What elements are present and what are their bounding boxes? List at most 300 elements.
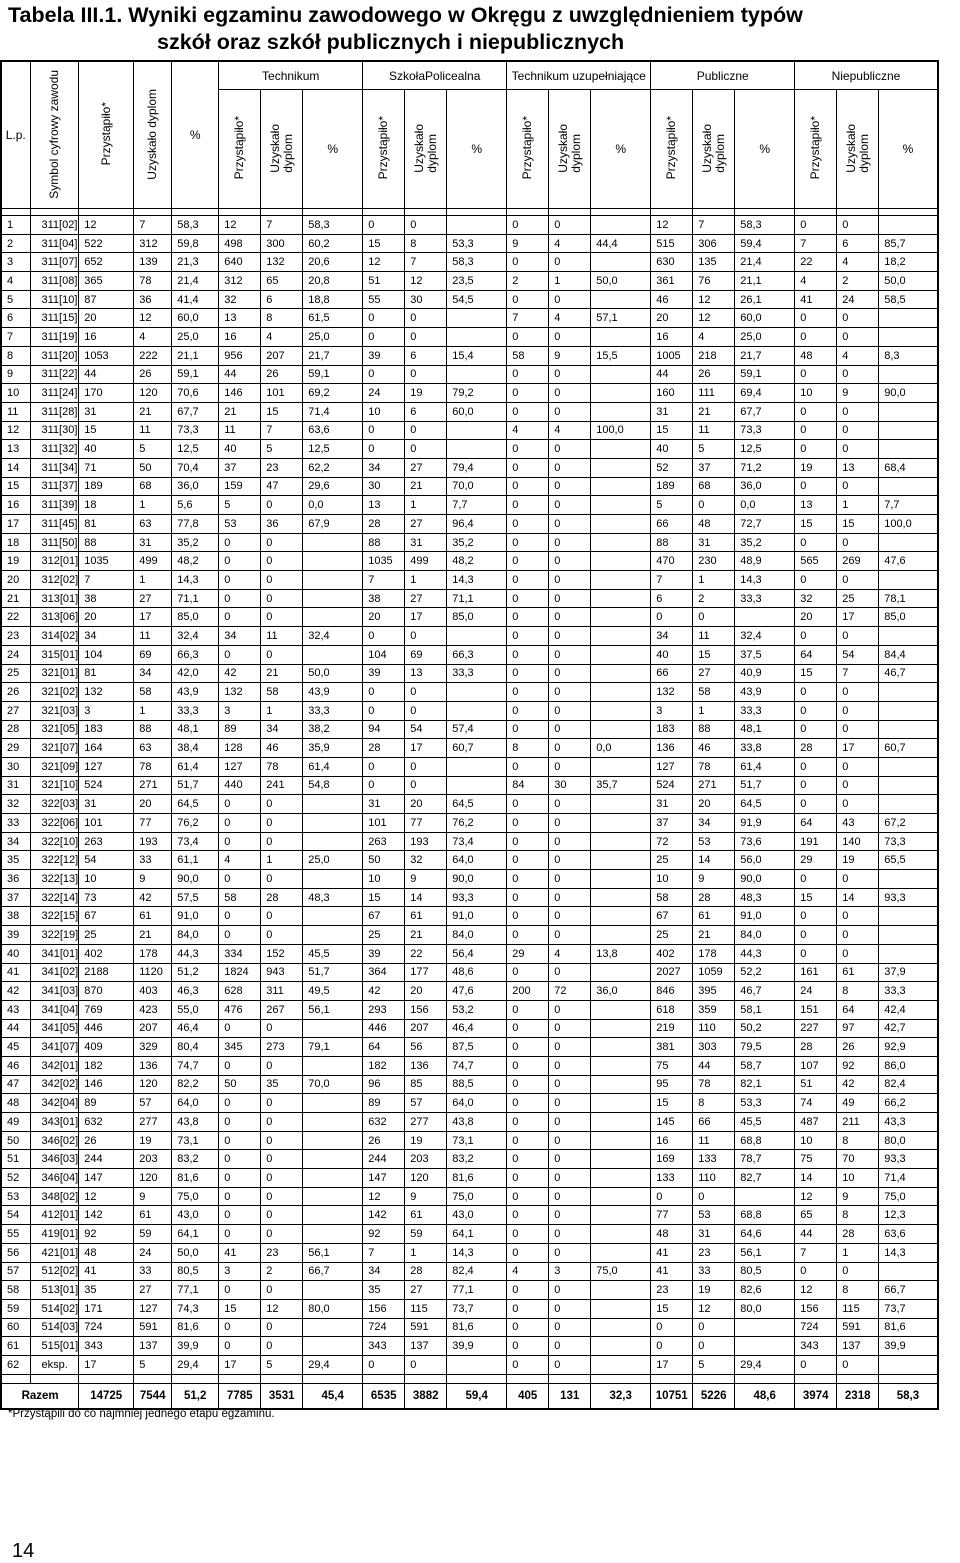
cell-value: 32 <box>219 290 261 309</box>
cell-value: 68 <box>693 477 735 496</box>
cell-value: 33,3 <box>735 589 795 608</box>
row-number: 44 <box>1 1019 30 1038</box>
cell-value: 0 <box>549 851 591 870</box>
cell-value: 104 <box>363 645 405 664</box>
header-symbol: Symbol cyfrowy zawodu <box>30 61 79 209</box>
subheader-przystapilo: Przystąpiło* <box>795 90 837 209</box>
cell-value: 120 <box>134 384 172 403</box>
total-value: 45,4 <box>303 1383 363 1409</box>
cell-value: 90,0 <box>172 870 219 889</box>
cell-value: 9 <box>507 234 549 253</box>
cell-value: 76 <box>693 272 735 291</box>
cell-value: 273 <box>261 1038 303 1057</box>
cell-value: 140 <box>837 832 879 851</box>
cell-value: 7 <box>261 421 303 440</box>
cell-value: 498 <box>219 234 261 253</box>
cell-value: 312 <box>219 272 261 291</box>
total-label: Razem <box>1 1383 79 1409</box>
cell-value: 20 <box>363 608 405 627</box>
cell-value <box>879 365 938 384</box>
cell-value: 20 <box>79 608 134 627</box>
row-number: 13 <box>1 440 30 459</box>
cell-value: 50,2 <box>735 1019 795 1038</box>
cell-value: 0 <box>549 477 591 496</box>
cell-value: 12 <box>363 1187 405 1206</box>
cell-value: 5 <box>261 440 303 459</box>
cell-value <box>735 1318 795 1337</box>
cell-value: 92,9 <box>879 1038 938 1057</box>
cell-value: 37 <box>693 458 735 477</box>
cell-value: 64,6 <box>735 1225 795 1244</box>
cell-value: 0 <box>837 907 879 926</box>
cell-value: 48,6 <box>447 963 507 982</box>
table-row <box>1 1131 938 1150</box>
table-row <box>1 458 938 477</box>
cell-value: 329 <box>134 1038 172 1057</box>
cell-value: 0 <box>507 832 549 851</box>
cell-value: 0 <box>507 496 549 515</box>
cell-value: 66,7 <box>879 1281 938 1300</box>
cell-value: 22 <box>405 944 447 963</box>
occupation-code: 342[02] <box>30 1075 79 1094</box>
cell-value: 88 <box>693 720 735 739</box>
cell-value <box>303 552 363 571</box>
occupation-code: 341[07] <box>30 1038 79 1057</box>
cell-value <box>303 795 363 814</box>
title-line-1: Tabela III.1. Wyniki egzaminu zawodowego w Okręgu z uwzględnieniem typów <box>8 3 803 27</box>
cell-value: 7 <box>363 1243 405 1262</box>
row-number: 52 <box>1 1169 30 1188</box>
cell-value: 137 <box>134 1337 172 1356</box>
cell-value: 35 <box>363 1281 405 1300</box>
subheader-przystapilo: Przystąpiło* <box>507 90 549 209</box>
row-number: 4 <box>1 272 30 291</box>
occupation-code: 346[02] <box>30 1131 79 1150</box>
cell-value: 515 <box>651 234 693 253</box>
cell-value: 59,8 <box>172 234 219 253</box>
cell-value <box>879 477 938 496</box>
cell-value: 0 <box>507 589 549 608</box>
cell-value: 52,2 <box>735 963 795 982</box>
total-value: 2318 <box>837 1383 879 1409</box>
cell-value <box>591 384 651 403</box>
cell-value: 1035 <box>79 552 134 571</box>
cell-value: 59,1 <box>172 365 219 384</box>
cell-value: 182 <box>79 1056 134 1075</box>
cell-value <box>591 1019 651 1038</box>
cell-value: 34 <box>219 627 261 646</box>
cell-value: 0 <box>549 720 591 739</box>
cell-value: 72 <box>549 982 591 1001</box>
cell-value: 81 <box>79 664 134 683</box>
cell-value: 40 <box>79 440 134 459</box>
row-number: 17 <box>1 515 30 534</box>
cell-value: 0 <box>837 421 879 440</box>
cell-value: 43,0 <box>447 1206 507 1225</box>
cell-value: 7 <box>261 216 303 235</box>
cell-value: 62,2 <box>303 458 363 477</box>
cell-value: 48,2 <box>447 552 507 571</box>
cell-value: 293 <box>363 1000 405 1019</box>
cell-value: 46,4 <box>172 1019 219 1038</box>
subheader-pct: % <box>735 90 795 209</box>
cell-value: 0 <box>549 1056 591 1075</box>
cell-value: 207 <box>261 346 303 365</box>
cell-value: 23,5 <box>447 272 507 291</box>
total-value: 7544 <box>134 1383 172 1409</box>
cell-value: 37 <box>219 458 261 477</box>
cell-value: 81,6 <box>172 1169 219 1188</box>
cell-value: 0 <box>507 851 549 870</box>
table-row <box>1 888 938 907</box>
total-value: 3531 <box>261 1383 303 1409</box>
cell-value: 0 <box>507 290 549 309</box>
cell-value: 82,2 <box>172 1075 219 1094</box>
cell-value: 0 <box>837 477 879 496</box>
cell-value <box>591 571 651 590</box>
cell-value: 0 <box>549 1019 591 1038</box>
cell-value: 71,2 <box>735 458 795 477</box>
cell-value <box>879 720 938 739</box>
cell-value: 49,5 <box>303 982 363 1001</box>
cell-value: 60,0 <box>447 402 507 421</box>
cell-value: 0 <box>651 1337 693 1356</box>
cell-value <box>591 795 651 814</box>
row-number: 14 <box>1 458 30 477</box>
cell-value: 0,0 <box>303 496 363 515</box>
table-row <box>1 664 938 683</box>
table-row <box>1 795 938 814</box>
cell-value: 0 <box>837 216 879 235</box>
cell-value: 142 <box>79 1206 134 1225</box>
cell-value: 88 <box>651 533 693 552</box>
cell-value: 9 <box>405 1187 447 1206</box>
cell-value: 0 <box>549 1299 591 1318</box>
cell-value: 24 <box>363 384 405 403</box>
cell-value <box>447 701 507 720</box>
cell-value <box>591 328 651 347</box>
table-row <box>1 384 938 403</box>
cell-value: 26 <box>693 365 735 384</box>
cell-value: 0 <box>549 290 591 309</box>
cell-value: 15 <box>837 515 879 534</box>
cell-value: 58,3 <box>447 253 507 272</box>
table-row <box>1 627 938 646</box>
cell-value: 12 <box>693 309 735 328</box>
cell-value: 365 <box>79 272 134 291</box>
cell-value: 846 <box>651 982 693 1001</box>
cell-value: 178 <box>134 944 172 963</box>
table-row <box>1 1187 938 1206</box>
cell-value: 0 <box>837 944 879 963</box>
cell-value: 0 <box>795 627 837 646</box>
cell-value: 24 <box>134 1243 172 1262</box>
cell-value: 51,7 <box>735 776 795 795</box>
cell-value: 55,0 <box>172 1000 219 1019</box>
cell-value: 9 <box>405 870 447 889</box>
cell-value: 632 <box>363 1113 405 1132</box>
cell-value: 632 <box>79 1113 134 1132</box>
cell-value: 5 <box>134 440 172 459</box>
cell-value: 52 <box>651 458 693 477</box>
cell-value: 27 <box>405 1281 447 1300</box>
cell-value: 88 <box>363 533 405 552</box>
cell-value: 0 <box>261 1019 303 1038</box>
cell-value <box>303 571 363 590</box>
cell-value: 0 <box>261 1337 303 1356</box>
cell-value: 21,1 <box>735 272 795 291</box>
cell-value: 63,6 <box>303 421 363 440</box>
cell-value: 0 <box>837 757 879 776</box>
cell-value: 0 <box>363 365 405 384</box>
row-number: 32 <box>1 795 30 814</box>
occupation-code: 311[24] <box>30 384 79 403</box>
cell-value <box>591 1131 651 1150</box>
cell-value: 30 <box>549 776 591 795</box>
row-number: 62 <box>1 1355 30 1374</box>
cell-value: 9 <box>134 1187 172 1206</box>
total-value: 32,3 <box>591 1383 651 1409</box>
cell-value: 66 <box>651 664 693 683</box>
cell-value: 21 <box>405 477 447 496</box>
cell-value: 91,0 <box>735 907 795 926</box>
total-value: 10751 <box>651 1383 693 1409</box>
cell-value: 0 <box>837 627 879 646</box>
table-row <box>1 1225 938 1244</box>
cell-value <box>591 1281 651 1300</box>
cell-value: 0 <box>219 645 261 664</box>
cell-value: 241 <box>261 776 303 795</box>
cell-value: 0 <box>219 1056 261 1075</box>
row-number: 48 <box>1 1094 30 1113</box>
cell-value: 15 <box>795 888 837 907</box>
cell-value: 46 <box>651 290 693 309</box>
cell-value <box>591 1038 651 1057</box>
cell-value: 0 <box>795 533 837 552</box>
cell-value: 20 <box>405 982 447 1001</box>
occupation-code: 311[15] <box>30 309 79 328</box>
cell-value <box>591 253 651 272</box>
cell-value: 0,0 <box>735 496 795 515</box>
cell-value: 57 <box>405 1094 447 1113</box>
cell-value: 71,4 <box>303 402 363 421</box>
cell-value: 0 <box>693 608 735 627</box>
cell-value: 652 <box>79 253 134 272</box>
cell-value: 1 <box>134 496 172 515</box>
cell-value: 191 <box>795 832 837 851</box>
cell-value: 115 <box>837 1299 879 1318</box>
cell-value: 1053 <box>79 346 134 365</box>
cell-value: 1 <box>405 571 447 590</box>
cell-value: 33,3 <box>303 701 363 720</box>
cell-value: 14 <box>837 888 879 907</box>
cell-value: 57,5 <box>172 888 219 907</box>
cell-value <box>879 944 938 963</box>
occupation-code: 311[02] <box>30 216 79 235</box>
cell-value: 0 <box>507 515 549 534</box>
subheader-uzyskalo: Uzyskało dyplom <box>837 90 879 209</box>
cell-value: 81 <box>79 515 134 534</box>
cell-value: 50 <box>134 458 172 477</box>
header-total-pct: % <box>172 61 219 209</box>
total-value: 131 <box>549 1383 591 1409</box>
cell-value: 244 <box>363 1150 405 1169</box>
cell-value: 15,5 <box>591 346 651 365</box>
cell-value: 0 <box>795 365 837 384</box>
cell-value: 146 <box>79 1075 134 1094</box>
cell-value: 31 <box>651 402 693 421</box>
cell-value: 0 <box>837 533 879 552</box>
cell-value: 0 <box>261 533 303 552</box>
cell-value: 12,5 <box>172 440 219 459</box>
row-number: 23 <box>1 627 30 646</box>
cell-value: 0 <box>261 1281 303 1300</box>
cell-value: 21 <box>261 664 303 683</box>
occupation-code: 321[10] <box>30 776 79 795</box>
cell-value: 88 <box>79 533 134 552</box>
cell-value: 34 <box>363 1262 405 1281</box>
cell-value: 58,5 <box>879 290 938 309</box>
cell-value: 0 <box>549 515 591 534</box>
cell-value: 51,2 <box>172 963 219 982</box>
cell-value: 59 <box>405 1225 447 1244</box>
cell-value: 66 <box>693 1113 735 1132</box>
cell-value <box>303 1206 363 1225</box>
total-value: 58,3 <box>879 1383 938 1409</box>
cell-value: 53,3 <box>735 1094 795 1113</box>
cell-value <box>591 870 651 889</box>
cell-value: 0 <box>837 720 879 739</box>
total-value: 5226 <box>693 1383 735 1409</box>
row-number: 9 <box>1 365 30 384</box>
cell-value: 0 <box>795 683 837 702</box>
cell-value: 12,5 <box>303 440 363 459</box>
cell-value: 64,1 <box>172 1225 219 1244</box>
row-number: 12 <box>1 421 30 440</box>
cell-value: 0 <box>363 701 405 720</box>
cell-value: 17 <box>651 1355 693 1374</box>
cell-value: 75,0 <box>591 1262 651 1281</box>
cell-value: 4 <box>219 851 261 870</box>
cell-value <box>591 440 651 459</box>
cell-value <box>447 440 507 459</box>
cell-value: 49 <box>837 1094 879 1113</box>
cell-value: 77 <box>134 814 172 833</box>
cell-value: 65 <box>261 272 303 291</box>
cell-value: 72 <box>651 832 693 851</box>
cell-value: 565 <box>795 552 837 571</box>
cell-value <box>591 496 651 515</box>
cell-value: 25,0 <box>172 328 219 347</box>
table-row <box>1 1318 938 1337</box>
cell-value: 0 <box>507 683 549 702</box>
cell-value: 80,5 <box>172 1262 219 1281</box>
cell-value: 0 <box>507 1318 549 1337</box>
total-value: 3974 <box>795 1383 837 1409</box>
cell-value: 71 <box>79 458 134 477</box>
cell-value: 12 <box>134 309 172 328</box>
cell-value: 0 <box>363 776 405 795</box>
table-row <box>1 346 938 365</box>
cell-value: 63,6 <box>879 1225 938 1244</box>
cell-value: 244 <box>79 1150 134 1169</box>
cell-value: 0 <box>837 328 879 347</box>
cell-value: 0 <box>795 1355 837 1374</box>
occupation-code: 311[32] <box>30 440 79 459</box>
cell-value: 83,2 <box>447 1150 507 1169</box>
cell-value: 101 <box>79 814 134 833</box>
row-number: 7 <box>1 328 30 347</box>
cell-value: 61,4 <box>303 757 363 776</box>
cell-value: 56,1 <box>303 1243 363 1262</box>
cell-value: 640 <box>219 253 261 272</box>
cell-value: 57,1 <box>591 309 651 328</box>
cell-value: 50,0 <box>591 272 651 291</box>
cell-value: 161 <box>795 963 837 982</box>
cell-value: 48,1 <box>735 720 795 739</box>
cell-value: 69 <box>405 645 447 664</box>
cell-value: 35,2 <box>735 533 795 552</box>
cell-value: 0 <box>693 496 735 515</box>
cell-value: 36,0 <box>172 477 219 496</box>
row-number: 5 <box>1 290 30 309</box>
row-number: 49 <box>1 1113 30 1132</box>
row-number: 38 <box>1 907 30 926</box>
cell-value: 1 <box>837 496 879 515</box>
cell-value: 345 <box>219 1038 261 1057</box>
cell-value: 160 <box>651 384 693 403</box>
cell-value: 90,0 <box>735 870 795 889</box>
cell-value: 0 <box>507 907 549 926</box>
cell-value: 29,4 <box>172 1355 219 1374</box>
occupation-code: 346[04] <box>30 1169 79 1188</box>
cell-value: 0 <box>549 757 591 776</box>
cell-value: 40 <box>651 645 693 664</box>
cell-value: 0 <box>405 365 447 384</box>
occupation-code: 311[28] <box>30 402 79 421</box>
total-value: 59,4 <box>447 1383 507 1409</box>
cell-value: 12 <box>795 1281 837 1300</box>
table-row <box>1 608 938 627</box>
occupation-code: 346[03] <box>30 1150 79 1169</box>
cell-value: 8 <box>507 739 549 758</box>
cell-value: 73,7 <box>447 1299 507 1318</box>
cell-value: 37 <box>651 814 693 833</box>
cell-value <box>303 608 363 627</box>
cell-value: 75,0 <box>879 1187 938 1206</box>
cell-value: 0 <box>549 1187 591 1206</box>
row-number: 25 <box>1 664 30 683</box>
cell-value: 0 <box>507 1038 549 1057</box>
cell-value: 0 <box>507 1355 549 1374</box>
cell-value: 63 <box>134 515 172 534</box>
cell-value: 68 <box>134 477 172 496</box>
cell-value: 0 <box>549 664 591 683</box>
cell-value: 89 <box>79 1094 134 1113</box>
row-number: 42 <box>1 982 30 1001</box>
cell-value: 19 <box>795 458 837 477</box>
occupation-code: 312[01] <box>30 552 79 571</box>
cell-value: 78 <box>693 757 735 776</box>
row-number: 33 <box>1 814 30 833</box>
cell-value <box>879 795 938 814</box>
cell-value: 183 <box>79 720 134 739</box>
cell-value: 0 <box>693 1318 735 1337</box>
cell-value: 12 <box>405 272 447 291</box>
cell-value <box>303 832 363 851</box>
cell-value: 0 <box>549 1131 591 1150</box>
occupation-code: 313[06] <box>30 608 79 627</box>
